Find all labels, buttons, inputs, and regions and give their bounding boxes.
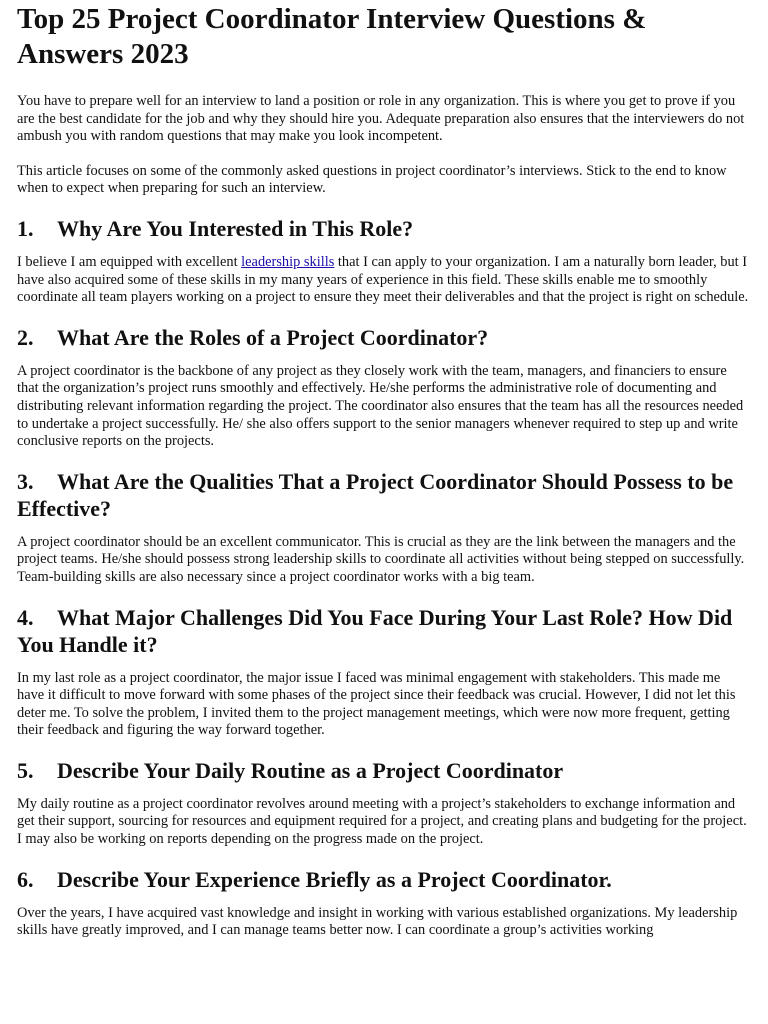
question-answer: My daily routine as a project coordinator revolves around meeting with a project’s stakeholders to exchange information and get their support, sourcing for resources and equipment required for a project, and creating plans and budgeting for the project. I may also be working on reports depending on the progress made on the project. xyxy=(17,795,747,848)
question-2 xyxy=(17,324,751,451)
intro-paragraph-2: This article focuses on some of the commonly asked questions in project coordinator’s interviews. Stick to the end to know when to expect when preparing for such an interview. xyxy=(17,162,727,197)
question-title: What Are the Qualities That a Project Coordinator Should Possess to be Effective? xyxy=(17,468,734,521)
question-heading xyxy=(17,215,751,242)
question-title: What Are the Roles of a Project Coordinator? xyxy=(57,324,489,350)
question-title: Describe Your Experience Briefly as a Project Coordinator. xyxy=(57,866,612,892)
question-number: 5. xyxy=(17,757,34,783)
question-heading xyxy=(17,324,751,351)
question-answer: A project coordinator should be an excellent communicator. This is crucial as they are the link between the managers and the project teams. He/she should possess strong leadership skills to coordinate all activities without being stepped on successfully. Team-building skills are also necessary since a project coordinator works with a big team. xyxy=(17,533,745,585)
leadership-skills-link[interactable]: leadership skills xyxy=(241,253,335,270)
question-answer: In my last role as a project coordinator, the major issue I faced was minimal engagement with stakeholders. This made me have it difficult to move forward with some phases of the project since their feedback was crucial. However, I did not let this deter me. To solve the problem, I invited them to the project management meetings, which were now more frequent, getting their feedback and figuring the way forward together. xyxy=(17,669,736,739)
question-number: 3. xyxy=(17,468,34,494)
question-number: 2. xyxy=(17,324,34,350)
question-answer: Over the years, I have acquired vast knowledge and insight in working with various established organizations. My leadership skills have greatly improved, and I can manage teams better now. I can coordinate a group’s activities working xyxy=(17,904,738,939)
question-heading xyxy=(17,866,751,893)
page-title: Top 25 Project Coordinator Interview Questions & Answers 2023 xyxy=(17,3,647,70)
question-3 xyxy=(17,468,751,587)
question-number: 4. xyxy=(17,604,34,630)
question-1 xyxy=(17,215,751,307)
question-title: Why Are You Interested in This Role? xyxy=(57,215,414,241)
question-title: Describe Your Daily Routine as a Project Coordinator xyxy=(57,757,564,783)
question-title: What Major Challenges Did You Face During Your Last Role? How Did You Handle it? xyxy=(17,604,733,657)
answer-text-before-link: I believe I am equipped with excellent xyxy=(17,253,242,270)
question-number: 6. xyxy=(17,866,34,892)
question-5 xyxy=(17,757,751,849)
question-heading xyxy=(17,604,751,658)
question-4 xyxy=(17,604,751,740)
question-answer xyxy=(17,254,751,307)
question-6 xyxy=(17,866,751,940)
intro-paragraph-1: You have to prepare well for an interview to land a position or role in any organization. This is where you get to prove if you are the best candidate for the job and why they should hire you. Adequate preparation also ensures that the interviewers do not ambush you with random questions that may make you look incompetent. xyxy=(17,93,745,145)
question-number: 1. xyxy=(17,215,34,241)
question-answer: A project coordinator is the backbone of any project as they closely work with the team, managers, and financiers to ensure that the organization’s project runs smoothly and effectively. He/she performs the administrative role of documenting and distributing relevant information regarding the project. The coordinator also ensures that the team has all the resources needed to undertake a project successfully. He/ she also offers support to the senior managers whenever required to step up and write conclusive reports on the projects. xyxy=(17,362,744,450)
question-heading xyxy=(17,468,751,522)
answer-text-after-link: that I can apply to your organization. I am a naturally born leader, but I have also acquired some of these skills in my many years of experience in this field. These skills enable me to smoothly coordinate all team players working on a project to ensure they meet their deliverables and that the project is right on schedule. xyxy=(17,253,749,306)
question-heading xyxy=(17,757,751,784)
